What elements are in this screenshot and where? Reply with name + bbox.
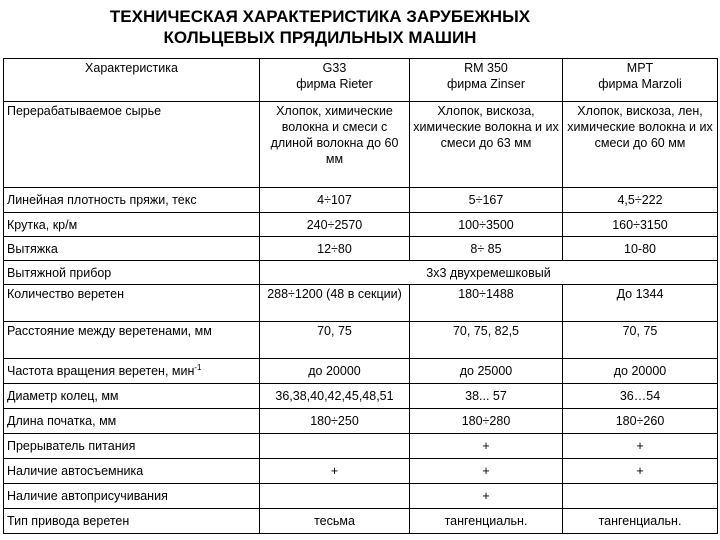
cell-value: 70, 75, 82,5 — [410, 322, 563, 359]
cell-value: 70, 75 — [260, 322, 410, 359]
cell-value: + — [410, 434, 563, 459]
header-maker: фирма Rieter — [296, 77, 373, 91]
cell-value: до 20000 — [260, 359, 410, 384]
cell-value: до 25000 — [410, 359, 563, 384]
cell-value: 10-80 — [563, 237, 718, 261]
cell-value — [260, 434, 410, 459]
page-title — [0, 6, 640, 48]
cell-value: + — [563, 434, 718, 459]
row-label: Наличие автосъемника — [4, 459, 260, 484]
cell-value: + — [410, 484, 563, 509]
cell-value-merged: 3х3 двухремешковый — [260, 261, 718, 285]
header-model: G33 — [322, 61, 347, 75]
cell-value: 8÷ 85 — [410, 237, 563, 261]
cell-value: 36,38,40,42,45,48,51 — [260, 384, 410, 409]
cell-value: 180÷280 — [410, 409, 563, 434]
table-row — [4, 409, 718, 434]
spec-table — [3, 58, 718, 534]
cell-value: тангенциальн. — [563, 509, 718, 534]
table-row — [4, 213, 718, 237]
row-label: Тип привода веретен — [4, 509, 260, 534]
table-row — [4, 484, 718, 509]
title-line-1: ТЕХНИЧЕСКАЯ ХАРАКТЕРИСТИКА ЗАРУБЕЖНЫХ — [109, 7, 531, 26]
cell-value: 240÷2570 — [260, 213, 410, 237]
cell-value: 70, 75 — [563, 322, 718, 359]
cell-value: 180÷1488 — [410, 285, 563, 322]
row-label: Перерабатываемое сырье — [4, 102, 260, 188]
header-maker: фирма Zinser — [447, 77, 525, 91]
cell-value: тангенциальн. — [410, 509, 563, 534]
row-label: Вытяжка — [4, 237, 260, 261]
cell-value: Хлопок, вискоза, химические волокна и их смеси до 63 мм — [410, 102, 563, 188]
row-label: Наличие автоприсучивания — [4, 484, 260, 509]
table-row — [4, 359, 718, 384]
cell-value: 180÷250 — [260, 409, 410, 434]
row-label: Длина початка, мм — [4, 409, 260, 434]
cell-value: + — [260, 459, 410, 484]
cell-value: Хлопок, химические волокна и смеси с длиной волокна до 60 мм — [260, 102, 410, 188]
header-col-rieter — [260, 59, 410, 102]
header-col-zinser — [410, 59, 563, 102]
cell-value: 5÷167 — [410, 188, 563, 213]
cell-value: тесьма — [260, 509, 410, 534]
row-label: Диаметр колец, мм — [4, 384, 260, 409]
row-label: Расстояние между веретенами, мм — [4, 322, 260, 359]
title-line-2: КОЛЬЦЕВЫХ ПРЯДИЛЬНЫХ МАШИН — [163, 28, 477, 47]
cell-value: 36…54 — [563, 384, 718, 409]
table-row — [4, 509, 718, 534]
row-label: Линейная плотность пряжи, текс — [4, 188, 260, 213]
table-row — [4, 261, 718, 285]
row-label: Прерыватель питания — [4, 434, 260, 459]
table-row — [4, 285, 718, 322]
cell-value — [260, 484, 410, 509]
cell-value: 12÷80 — [260, 237, 410, 261]
header-model: RM 350 — [464, 61, 508, 75]
row-label: Количество веретен — [4, 285, 260, 322]
cell-value: 4,5÷222 — [563, 188, 718, 213]
row-label: Крутка, кр/м — [4, 213, 260, 237]
header-characteristic: Характеристика — [4, 59, 260, 102]
header-maker: фирма Marzoli — [598, 77, 682, 91]
cell-value: + — [563, 459, 718, 484]
table-row — [4, 188, 718, 213]
table-row — [4, 237, 718, 261]
cell-value: 180÷260 — [563, 409, 718, 434]
table-header-row — [4, 59, 718, 102]
header-col-marzoli — [563, 59, 718, 102]
cell-value: Хлопок, вискоза, лен, химические волокна и их смеси до 60 мм — [563, 102, 718, 188]
table-row — [4, 322, 718, 359]
cell-value: До 1344 — [563, 285, 718, 322]
table-row — [4, 459, 718, 484]
cell-value: 160÷3150 — [563, 213, 718, 237]
table-row — [4, 384, 718, 409]
header-model: MPT — [626, 61, 654, 75]
cell-value: + — [410, 459, 563, 484]
row-label-text: Частота вращения веретен, мин — [7, 364, 195, 378]
row-label — [4, 359, 260, 384]
cell-value — [563, 484, 718, 509]
cell-value: до 20000 — [563, 359, 718, 384]
cell-value: 100÷3500 — [410, 213, 563, 237]
cell-value: 38... 57 — [410, 384, 563, 409]
cell-value: 4÷107 — [260, 188, 410, 213]
table-row — [4, 102, 718, 188]
row-label: Вытяжной прибор — [4, 261, 260, 285]
table-row — [4, 434, 718, 459]
cell-value: 288÷1200 (48 в секции) — [260, 285, 410, 322]
unit-exponent: -1 — [194, 362, 202, 372]
